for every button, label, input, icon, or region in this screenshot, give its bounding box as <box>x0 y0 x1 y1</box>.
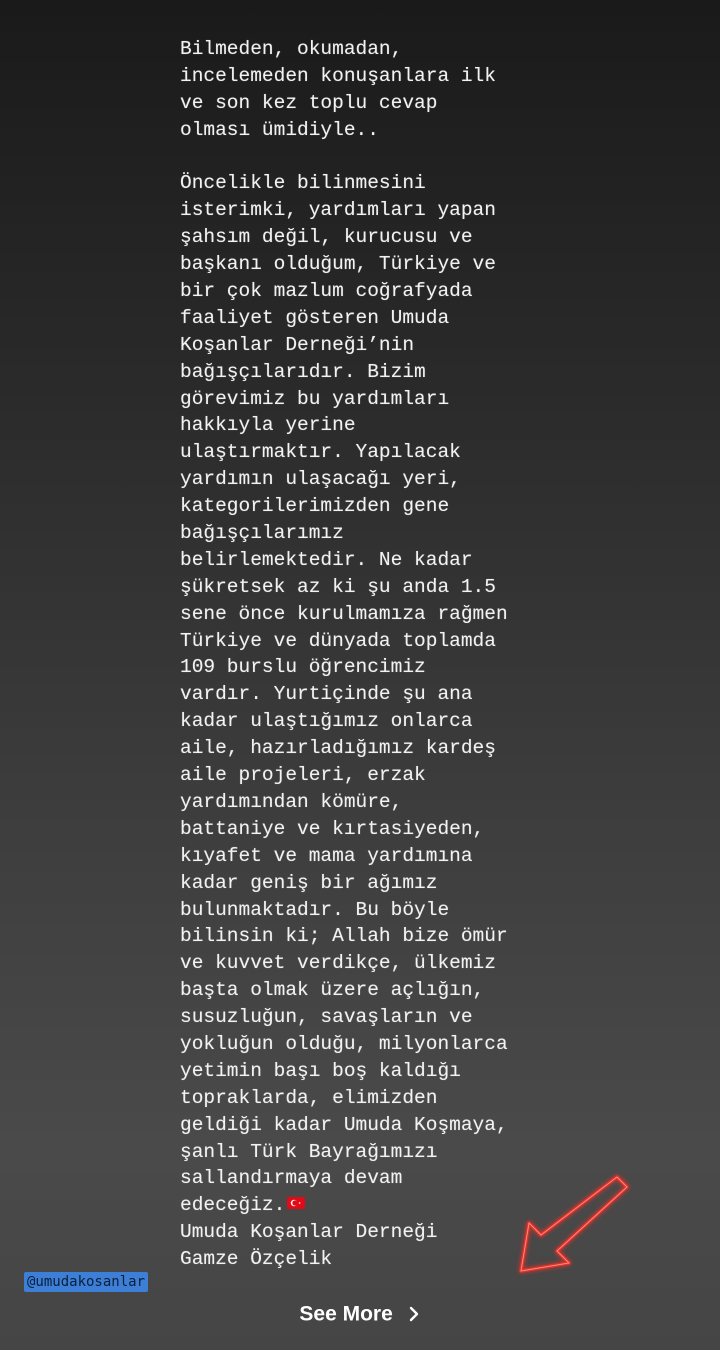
text-line: battaniye ve kırtasiyeden, <box>180 817 485 840</box>
text-line: kadar ulaştığımız onlarca <box>180 710 473 733</box>
text-line: ulaştırmaktır. Yapılacak <box>180 441 461 464</box>
text-line: yardımın ulaşacağı yeri, <box>180 468 461 491</box>
text-line: bağışçılarımız <box>180 522 344 545</box>
text-line: isterimki, yardımları yapan <box>180 199 496 222</box>
text-line: bir çok mazlum coğrafyada <box>180 280 473 303</box>
signature-name: Gamze Özçelik <box>180 1248 333 1271</box>
text-line: belirlemektedir. Ne kadar <box>180 548 473 571</box>
body-paragraph <box>180 170 620 1192</box>
text-line: kıyafet ve mama yardımına <box>180 844 473 867</box>
text-line: hakkıyla yerine <box>180 414 356 437</box>
see-more-label: See More <box>299 1302 393 1326</box>
text-line: topraklarda, elimizden <box>180 1086 438 1109</box>
text-line: sallandırmaya devam <box>180 1167 403 1190</box>
text-line: görevimiz bu yardımları <box>180 387 450 410</box>
closing-text: edeceğiz. <box>180 1194 286 1217</box>
text-line: ve son kez toplu cevap <box>180 91 438 114</box>
text-line: 109 burslu öğrencimiz <box>180 656 426 679</box>
text-line: faaliyet gösteren Umuda <box>180 306 450 329</box>
text-line: vardır. Yurtiçinde şu ana <box>180 683 473 706</box>
text-line: yetimin başı boş kaldığı <box>180 1059 461 1082</box>
see-more-button[interactable] <box>0 1302 720 1326</box>
text-line: bilinsin ki; Allah bize ömür <box>180 925 508 948</box>
mention-sticker[interactable]: @umudakosanlar <box>24 1272 148 1292</box>
text-line: bulunmaktadır. Bu böyle <box>180 898 450 921</box>
text-line: şükretsek az ki şu anda 1.5 <box>180 575 496 598</box>
chevron-right-icon <box>407 1305 421 1323</box>
paragraph-spacer <box>180 144 620 171</box>
text-line: sene önce kurulmamıza rağmen <box>180 602 508 625</box>
text-line: başta olmak üzere açlığın, <box>180 979 485 1002</box>
text-line: aile, hazırladığımız kardeş <box>180 737 496 760</box>
turkey-flag-icon <box>287 1197 305 1209</box>
text-line: şahsım değil, kurucusu ve <box>180 226 473 249</box>
text-line: bağışçılarıdır. Bizim <box>180 360 426 383</box>
text-line: ve kuvvet verdikçe, ülkemiz <box>180 952 496 975</box>
text-line: kategorilerimizden gene <box>180 495 450 518</box>
signature-org: Umuda Koşanlar Derneği <box>180 1221 438 1244</box>
text-line: geldiği kadar Umuda Koşmaya, <box>180 1113 508 1136</box>
text-line: kadar geniş bir ağımız <box>180 871 438 894</box>
story-text <box>180 36 620 1273</box>
text-line: şanlı Türk Bayrağımızı <box>180 1140 438 1163</box>
text-line: Öncelikle bilinmesini <box>180 172 426 195</box>
text-line: başkanı olduğum, Türkiye ve <box>180 253 496 276</box>
text-line: aile projeleri, erzak <box>180 764 426 787</box>
text-line: Türkiye ve dünyada toplamda <box>180 629 496 652</box>
text-line: yardımından kömüre, <box>180 790 403 813</box>
text-line: susuzluğun, savaşların ve <box>180 1006 473 1029</box>
text-line: olması ümidiyle.. <box>180 118 379 141</box>
text-line: yokluğun olduğu, milyonlarca <box>180 1032 508 1055</box>
intro-paragraph <box>180 36 620 144</box>
text-line: Koşanlar Derneği’nin <box>180 333 415 356</box>
red-arrow-icon <box>505 1165 635 1285</box>
text-line: incelemeden konuşanlara ilk <box>180 64 496 87</box>
text-line: Bilmeden, okumadan, <box>180 38 403 60</box>
